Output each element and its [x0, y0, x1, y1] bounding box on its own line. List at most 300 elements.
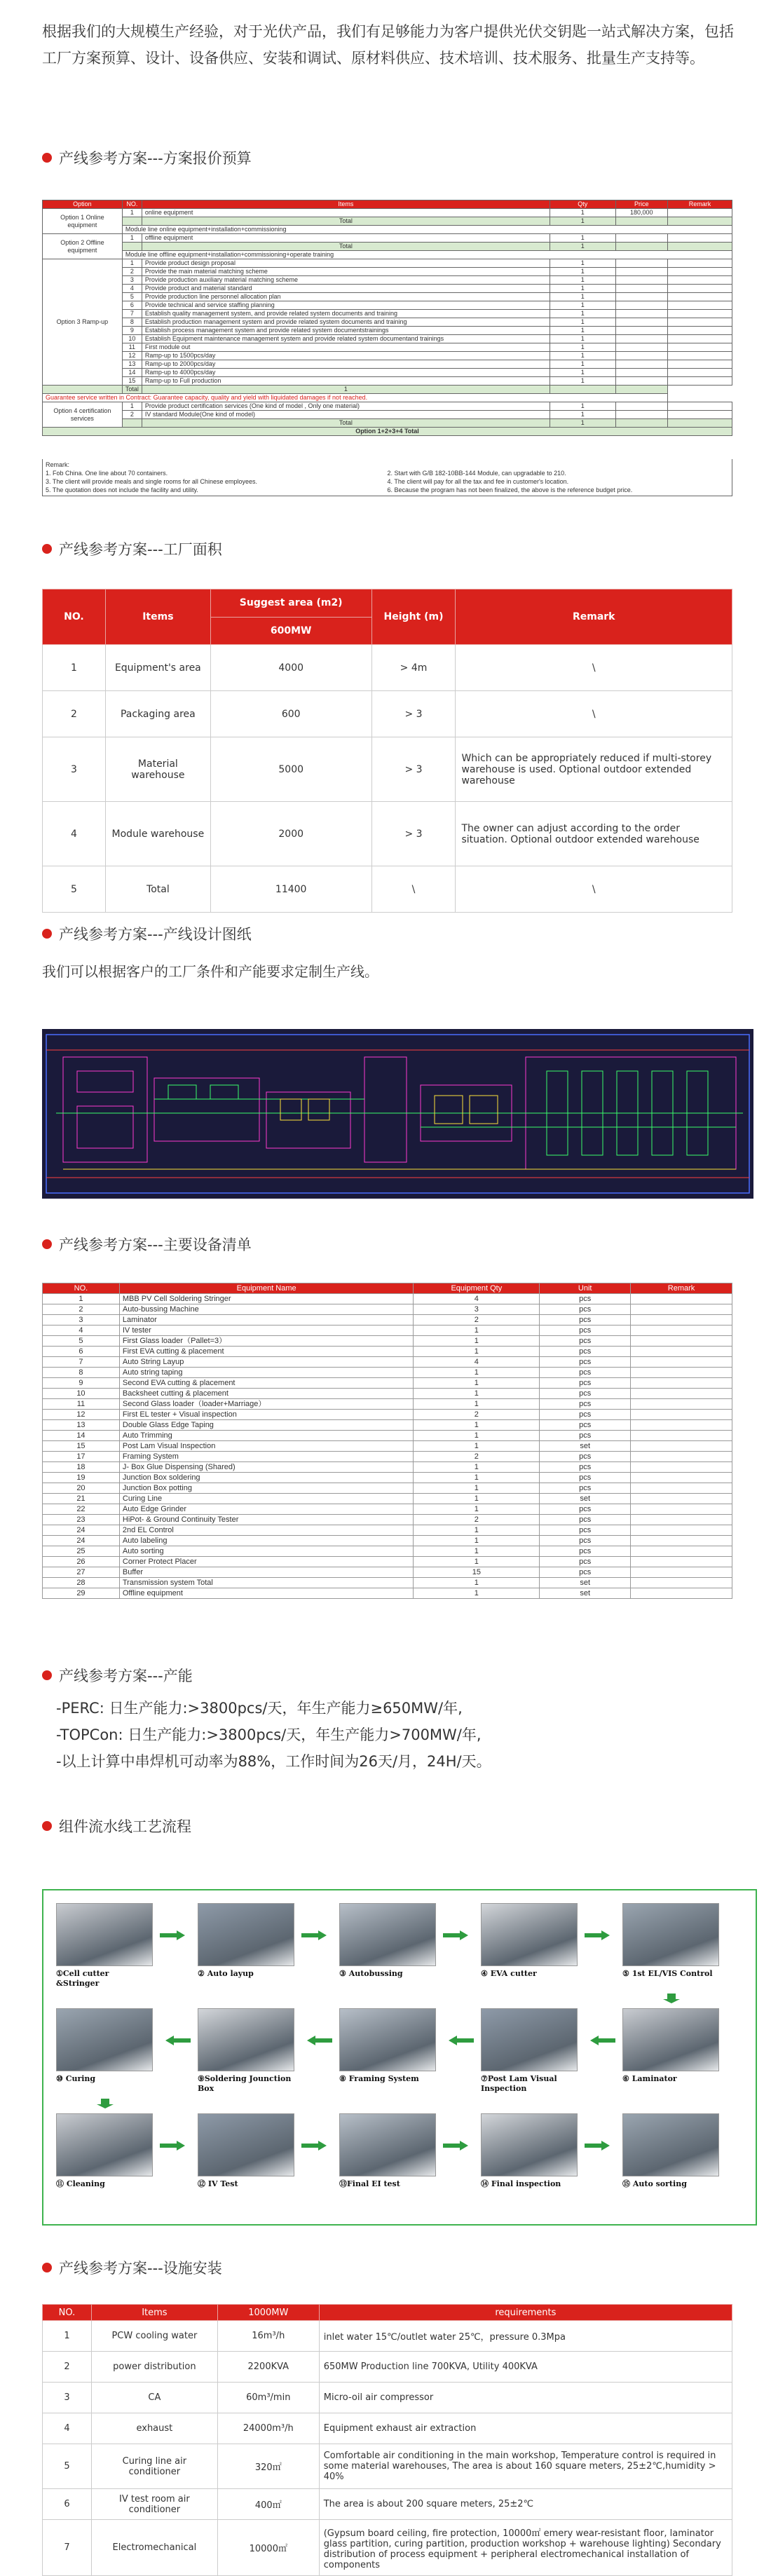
facility-item: CA — [91, 2383, 217, 2413]
quote-option: Option 1 Online equipment — [43, 209, 123, 234]
equipment-remark — [631, 1578, 732, 1588]
equipment-qty: 4 — [414, 1357, 540, 1368]
facility-row — [43, 2352, 732, 2383]
quote-row — [43, 360, 732, 369]
equipment-row — [43, 1336, 732, 1347]
quote-total-row: Total 1 — [43, 386, 732, 394]
equipment-remark — [631, 1336, 732, 1347]
quote-no: 1 — [122, 259, 142, 268]
quote-row — [43, 327, 732, 335]
quote-item: First module out — [142, 343, 550, 352]
facility-item: Electromechanical — [91, 2520, 217, 2576]
area-remark: \ — [456, 691, 732, 737]
equipment-name: Auto-bussing Machine — [119, 1304, 414, 1315]
equipment-remark — [631, 1368, 732, 1378]
equipment-no: 29 — [43, 1588, 120, 1599]
quote-row — [43, 268, 732, 276]
quote-option: Option 2 Offline equipment — [43, 234, 123, 259]
equipment-name: Corner Protect Placer — [119, 1557, 414, 1567]
equipment-name: 2nd EL Control — [119, 1525, 414, 1536]
facility-no: 7 — [43, 2520, 92, 2576]
equipment-name: Auto string taping — [119, 1368, 414, 1378]
quote-header: Option — [43, 200, 123, 209]
equipment-name: Offline equipment — [119, 1588, 414, 1599]
equipment-name: Auto Trimming — [119, 1431, 414, 1441]
equipment-unit: set — [540, 1578, 631, 1588]
equipment-remark — [631, 1304, 732, 1315]
arrow-left-icon — [307, 2035, 332, 2045]
equipment-row — [43, 1452, 732, 1462]
quote-item: Establish production management system and provide related system documents and training — [142, 318, 550, 327]
process-step — [56, 2113, 153, 2189]
equipment-row — [43, 1326, 732, 1336]
equipment-row — [43, 1567, 732, 1578]
quote-item: Ramp-up to 2000pcs/day — [142, 360, 550, 369]
facility-header: NO. — [43, 2305, 92, 2321]
equipment-name: Second EVA cutting & placement — [119, 1378, 414, 1389]
equipment-remark — [631, 1431, 732, 1441]
process-step — [339, 2008, 436, 2084]
equipment-no: 13 — [43, 1420, 120, 1431]
area-remark: Which can be appropriately reduced if multi-storey warehouse is used. Optional outdoor extended warehouse — [456, 737, 732, 802]
equipment-unit: pcs — [540, 1389, 631, 1399]
quote-no: 7 — [122, 310, 142, 318]
bullet-dot-icon — [42, 544, 52, 554]
quote-no: 3 — [122, 276, 142, 285]
facility-item: exhaust — [91, 2413, 217, 2444]
equipment-name: Double Glass Edge Taping — [119, 1420, 414, 1431]
equipment-no: 28 — [43, 1578, 120, 1588]
area-remark: \ — [456, 866, 732, 913]
equipment-unit: pcs — [540, 1546, 631, 1557]
facility-requirement: The area is about 200 square meters, 25±2℃ — [319, 2489, 732, 2520]
equipment-qty: 2 — [414, 1315, 540, 1326]
equipment-remark — [631, 1294, 732, 1304]
process-step — [339, 2113, 436, 2189]
quote-row: 2 IV standard Module(One kind of model) 1 — [43, 411, 732, 419]
quote-row — [43, 369, 732, 377]
process-flow-diagram — [42, 1889, 757, 2226]
area-row — [43, 802, 732, 866]
equipment-unit: pcs — [540, 1357, 631, 1368]
quote-row — [43, 343, 732, 352]
equipment-qty: 2 — [414, 1515, 540, 1525]
facility-row — [43, 2383, 732, 2413]
quote-row — [43, 318, 732, 327]
equipment-no: 24 — [43, 1525, 120, 1536]
area-no: 5 — [43, 866, 106, 913]
equipment-row — [43, 1557, 732, 1567]
equipment-unit: pcs — [540, 1452, 631, 1462]
equipment-unit: pcs — [540, 1483, 631, 1494]
arrow-right-icon — [301, 2140, 327, 2150]
quote-row — [43, 251, 732, 259]
equipment-unit: pcs — [540, 1294, 631, 1304]
equipment-no: 18 — [43, 1462, 120, 1473]
equipment-row — [43, 1357, 732, 1368]
equipment-row — [43, 1389, 732, 1399]
equipment-name: J- Box Glue Dispensing (Shared) — [119, 1462, 414, 1473]
equipment-unit: pcs — [540, 1557, 631, 1567]
equipment-remark — [631, 1473, 732, 1483]
equipment-row — [43, 1315, 732, 1326]
capacity-note: -以上计算中串焊机可动率为88%，工作时间为26天/月，24H/天。 — [56, 1753, 491, 1770]
equipment-qty: 1 — [414, 1389, 540, 1399]
equipment-qty: 1 — [414, 1431, 540, 1441]
equipment-unit: pcs — [540, 1336, 631, 1347]
equipment-no: 25 — [43, 1546, 120, 1557]
facility-value: 320㎡ — [217, 2444, 319, 2489]
equipment-remark — [631, 1315, 732, 1326]
equipment-remark — [631, 1441, 732, 1452]
facility-no: 3 — [43, 2383, 92, 2413]
quote-row: Option 4 certification services 1 Provide product certification services (One kind of model , Only one material) 1 — [43, 402, 732, 411]
equipment-row — [43, 1525, 732, 1536]
area-height: > 3 — [371, 737, 456, 802]
quote-qty: 1 — [550, 335, 616, 343]
process-step-label: ①Cell cutter &Stringer — [56, 1969, 109, 1988]
quote-qty: 1 — [550, 285, 616, 293]
equipment-unit: pcs — [540, 1304, 631, 1315]
quote-qty: 1 — [550, 268, 616, 276]
equipment-no: 2 — [43, 1304, 120, 1315]
area-value: 600 — [210, 691, 371, 737]
arrow-right-icon — [443, 2140, 468, 2150]
equipment-name: First Glass loader（Pallet=3） — [119, 1336, 414, 1347]
quote-row — [43, 352, 732, 360]
equipment-qty: 2 — [414, 1410, 540, 1420]
equipment-no: 17 — [43, 1452, 120, 1462]
equipment-name: Auto labeling — [119, 1536, 414, 1546]
process-step-photo — [198, 1903, 294, 1966]
facility-no: 5 — [43, 2444, 92, 2489]
quote-no: 5 — [122, 293, 142, 301]
quote-row — [43, 209, 732, 217]
facility-value: 24000m³/h — [217, 2413, 319, 2444]
equipment-no: 12 — [43, 1410, 120, 1420]
arrow-down-icon — [659, 1993, 684, 2003]
quote-no: 14 — [122, 369, 142, 377]
quote-qty: 1 — [550, 209, 616, 217]
remark-title: Remark: — [46, 461, 70, 468]
facility-row — [43, 2489, 732, 2520]
process-step-photo — [622, 1903, 719, 1966]
process-step-photo — [481, 2113, 578, 2176]
facility-value: 10000㎡ — [217, 2520, 319, 2576]
section-title-drawing: 产线参考方案---产线设计图纸 — [42, 923, 252, 944]
quote-row — [43, 394, 732, 402]
quote-row — [43, 285, 732, 293]
equipment-unit: pcs — [540, 1315, 631, 1326]
facility-requirement: (Gypsum board ceiling, fire protection, 10000㎡ emery wear-resistant floor, laminator glass partition, curing partition, production workshop + warehouse lighting) Secondary distribution of process equipment + peripheral electromechanical installation of components — [319, 2520, 732, 2576]
equipment-name: Framing System — [119, 1452, 414, 1462]
equipment-remark — [631, 1525, 732, 1536]
equipment-row — [43, 1420, 732, 1431]
arrow-right-icon — [160, 2140, 185, 2150]
process-step — [56, 1903, 153, 1989]
equipment-name: Backsheet cutting & placement — [119, 1389, 414, 1399]
process-step — [198, 1903, 294, 1979]
equipment-no: 21 — [43, 1494, 120, 1504]
equipment-unit: pcs — [540, 1515, 631, 1525]
process-step — [622, 2008, 719, 2084]
quote-item: Ramp-up to Full production — [142, 377, 550, 386]
equipment-no: 26 — [43, 1557, 120, 1567]
area-item: Equipment's area — [105, 645, 210, 691]
equipment-row — [43, 1378, 732, 1389]
equipment-remark — [631, 1357, 732, 1368]
area-item: Material warehouse — [105, 737, 210, 802]
facility-requirement: 650MW Production line 700KVA, Utility 400KVA — [319, 2352, 732, 2383]
process-step-label: ⑭ Final inspection — [481, 2179, 561, 2188]
equipment-name: Buffer — [119, 1567, 414, 1578]
equipment-table — [42, 1283, 732, 1599]
quote-item: Provide technical and service staffing planning — [142, 301, 550, 310]
quote-grand-total: Option 1+2+3+4 Total — [43, 428, 732, 436]
quote-item: Establish Equipment maintenance management system and provide related system documentand trainings — [142, 335, 550, 343]
equipment-name: MBB PV Cell Soldering Stringer — [119, 1294, 414, 1304]
equipment-qty: 1 — [414, 1347, 540, 1357]
equipment-qty: 1 — [414, 1420, 540, 1431]
quote-guarantee: Guarantee service written in Contract: Guarantee capacity, quality and yield with liquidated damages if not reached. — [43, 394, 668, 402]
equipment-no: 23 — [43, 1515, 120, 1525]
quote-no: 9 — [122, 327, 142, 335]
equipment-row — [43, 1483, 732, 1494]
equipment-remark — [631, 1567, 732, 1578]
ramp-rows — [43, 259, 732, 386]
equipment-unit: pcs — [540, 1378, 631, 1389]
process-step-label: ④ EVA cutter — [481, 1969, 537, 1978]
quote-no: 12 — [122, 352, 142, 360]
process-step — [481, 2113, 578, 2189]
process-step — [198, 2113, 294, 2189]
equipment-qty: 1 — [414, 1473, 540, 1483]
equipment-row — [43, 1368, 732, 1378]
equipment-row — [43, 1441, 732, 1452]
process-step-label: ⑤ 1st EL/VIS Control — [622, 1969, 713, 1978]
area-value: 5000 — [210, 737, 371, 802]
process-step — [481, 2008, 578, 2094]
process-step-photo — [56, 2113, 153, 2176]
facility-value: 400㎡ — [217, 2489, 319, 2520]
section-title-equipment: 产线参考方案---主要设备清单 — [42, 1234, 252, 1255]
equipment-no: 19 — [43, 1473, 120, 1483]
arrow-down-icon — [93, 2098, 118, 2108]
arrow-right-icon — [160, 1930, 185, 1940]
equipment-no: 1 — [43, 1294, 120, 1304]
equipment-name: Junction Box potting — [119, 1483, 414, 1494]
equipment-qty: 1 — [414, 1504, 540, 1515]
area-header: 600MW — [210, 617, 371, 645]
facility-value: 2200KVA — [217, 2352, 319, 2383]
section-title-text: 产线参考方案---方案报价预算 — [59, 150, 252, 167]
equipment-unit: pcs — [540, 1525, 631, 1536]
facility-header: Items — [91, 2305, 217, 2321]
equipment-remark — [631, 1410, 732, 1420]
equipment-remark — [631, 1546, 732, 1557]
equipment-name: Junction Box soldering — [119, 1473, 414, 1483]
equipment-unit: pcs — [540, 1347, 631, 1357]
area-remark: \ — [456, 645, 732, 691]
equipment-qty: 1 — [414, 1441, 540, 1452]
section-title-flow: 组件流水线工艺流程 — [42, 1815, 191, 1836]
equipment-no: 11 — [43, 1399, 120, 1410]
quote-total: Total — [142, 217, 550, 226]
process-step-photo — [622, 2008, 719, 2071]
area-item: Packaging area — [105, 691, 210, 737]
area-header: Height (m) — [371, 590, 456, 645]
quote-no: 10 — [122, 335, 142, 343]
quote-total-row: Total 1 — [43, 243, 732, 251]
quote-item: Provide the main material matching scheme — [142, 268, 550, 276]
facility-row — [43, 2321, 732, 2352]
facility-no: 4 — [43, 2413, 92, 2444]
area-item: Module warehouse — [105, 802, 210, 866]
facility-item: IV test room air conditioner — [91, 2489, 217, 2520]
facility-item: PCW cooling water — [91, 2321, 217, 2352]
quote-row — [43, 259, 732, 268]
equipment-unit: pcs — [540, 1431, 631, 1441]
bullet-dot-icon — [42, 1239, 52, 1249]
equipment-header: NO. — [43, 1283, 120, 1294]
equipment-row — [43, 1462, 732, 1473]
quote-line: Module line offline equipment+installation+commissioning+operate training — [122, 251, 732, 259]
quote-item: Provide product design proposal — [142, 259, 550, 268]
arrow-left-icon — [449, 2035, 474, 2045]
equipment-name: IV tester — [119, 1326, 414, 1336]
equipment-row — [43, 1399, 732, 1410]
facility-header: 1000MW — [217, 2305, 319, 2321]
equipment-row — [43, 1494, 732, 1504]
facility-row — [43, 2520, 732, 2576]
equipment-unit: pcs — [540, 1567, 631, 1578]
equipment-row — [43, 1431, 732, 1441]
quote-item: Provide production line personnel allocation plan — [142, 293, 550, 301]
quote-qty: 1 — [550, 377, 616, 386]
production-line-layout-drawing — [42, 1029, 753, 1199]
equipment-qty: 1 — [414, 1546, 540, 1557]
section-title-capacity: 产线参考方案---产能 — [42, 1665, 193, 1686]
area-value: 11400 — [210, 866, 371, 913]
facility-requirement: Micro-oil air compressor — [319, 2383, 732, 2413]
section-title-quote — [42, 147, 252, 168]
equipment-qty: 1 — [414, 1326, 540, 1336]
quote-qty: 1 — [550, 293, 616, 301]
quote-option: Option 4 certification services — [43, 402, 123, 428]
quote-row — [43, 293, 732, 301]
equipment-unit: set — [540, 1494, 631, 1504]
equipment-row — [43, 1347, 732, 1357]
bullet-dot-icon — [42, 929, 52, 939]
equipment-no: 9 — [43, 1378, 120, 1389]
equipment-name: First EVA cutting & placement — [119, 1347, 414, 1357]
equipment-unit: pcs — [540, 1504, 631, 1515]
capacity-perc: -PERC: 日生产能力:>3800pcs/天，年生产能力≥650MW/年, — [56, 1700, 463, 1717]
equipment-name: Transmission system Total — [119, 1578, 414, 1588]
bullet-dot-icon — [42, 153, 52, 163]
equipment-qty: 1 — [414, 1536, 540, 1546]
quote-qty: 1 — [550, 352, 616, 360]
quote-total-row: Total 1 — [43, 419, 732, 428]
process-step-photo — [198, 2008, 294, 2071]
facility-requirement: inlet water 15℃/outlet water 25℃，pressure 0.3Mpa — [319, 2321, 732, 2352]
process-step — [56, 2008, 153, 2084]
process-step-photo — [339, 2113, 436, 2176]
equipment-no: 8 — [43, 1368, 120, 1378]
equipment-unit: pcs — [540, 1420, 631, 1431]
equipment-qty: 1 — [414, 1399, 540, 1410]
quote-qty: 1 — [550, 301, 616, 310]
equipment-qty: 1 — [414, 1557, 540, 1567]
equipment-qty: 1 — [414, 1525, 540, 1536]
process-step — [339, 1903, 436, 1979]
area-header: Items — [105, 590, 210, 645]
quote-grand-total-row — [43, 428, 732, 436]
quote-no: 4 — [122, 285, 142, 293]
arrow-left-icon — [590, 2035, 615, 2045]
quote-item: Provide product and material standard — [142, 285, 550, 293]
area-no: 4 — [43, 802, 106, 866]
quote-line: Module line online equipment+installation+commissioning — [122, 226, 732, 234]
area-row — [43, 737, 732, 802]
equipment-qty: 15 — [414, 1567, 540, 1578]
process-step-photo — [339, 2008, 436, 2071]
quote-total-row: Total 1 — [43, 217, 732, 226]
layout-drawing-graphic — [42, 1029, 753, 1199]
area-row — [43, 645, 732, 691]
equipment-name: First EL tester + Visual inspection — [119, 1410, 414, 1420]
quote-row — [43, 276, 732, 285]
equipment-no: 22 — [43, 1504, 120, 1515]
quote-row — [43, 226, 732, 234]
process-step-photo — [481, 1903, 578, 1966]
equipment-remark — [631, 1515, 732, 1525]
quote-row — [43, 301, 732, 310]
equipment-row — [43, 1294, 732, 1304]
equipment-unit: pcs — [540, 1462, 631, 1473]
process-step — [622, 2113, 719, 2189]
equipment-unit: pcs — [540, 1536, 631, 1546]
equipment-remark — [631, 1389, 732, 1399]
quote-item: Ramp-up to 4000pcs/day — [142, 369, 550, 377]
equipment-unit: pcs — [540, 1410, 631, 1420]
process-step — [622, 1903, 719, 1979]
facility-row — [43, 2413, 732, 2444]
quote-header-row — [43, 200, 732, 209]
area-no: 3 — [43, 737, 106, 802]
quote-header: Remark — [667, 200, 732, 209]
equipment-remark — [631, 1399, 732, 1410]
process-step-photo — [56, 1903, 153, 1966]
quote-header: Price — [615, 200, 667, 209]
quote-item: IV standard Module(One kind of model) — [142, 411, 550, 419]
facility-no: 1 — [43, 2321, 92, 2352]
equipment-no: 24 — [43, 1536, 120, 1546]
area-height: > 4m — [371, 645, 456, 691]
capacity-topcon: -TOPCon: 日生产能力:>3800pcs/天，年生产能力>700MW/年, — [56, 1726, 482, 1743]
equipment-row — [43, 1546, 732, 1557]
intro-paragraph: 根据我们的大规模生产经验，对于光伏产品，我们有足够能力为客户提供光伏交钥匙一站式解决方案，包括工厂方案预算、设计、设备供应、安装和调试、原材料供应、技术培训、技术服务、批量生产支持等。 — [42, 23, 734, 67]
area-header: Suggest area (m2) — [210, 590, 371, 618]
equipment-qty: 1 — [414, 1578, 540, 1588]
equipment-name: Auto Edge Grinder — [119, 1504, 414, 1515]
quote-item: Ramp-up to 1500pcs/day — [142, 352, 550, 360]
process-step-label: ⑧ Framing System — [339, 2074, 419, 2083]
facility-requirement: Equipment exhaust air extraction — [319, 2413, 732, 2444]
equipment-header: Remark — [631, 1283, 732, 1294]
equipment-row — [43, 1578, 732, 1588]
equipment-name: Laminator — [119, 1315, 414, 1326]
